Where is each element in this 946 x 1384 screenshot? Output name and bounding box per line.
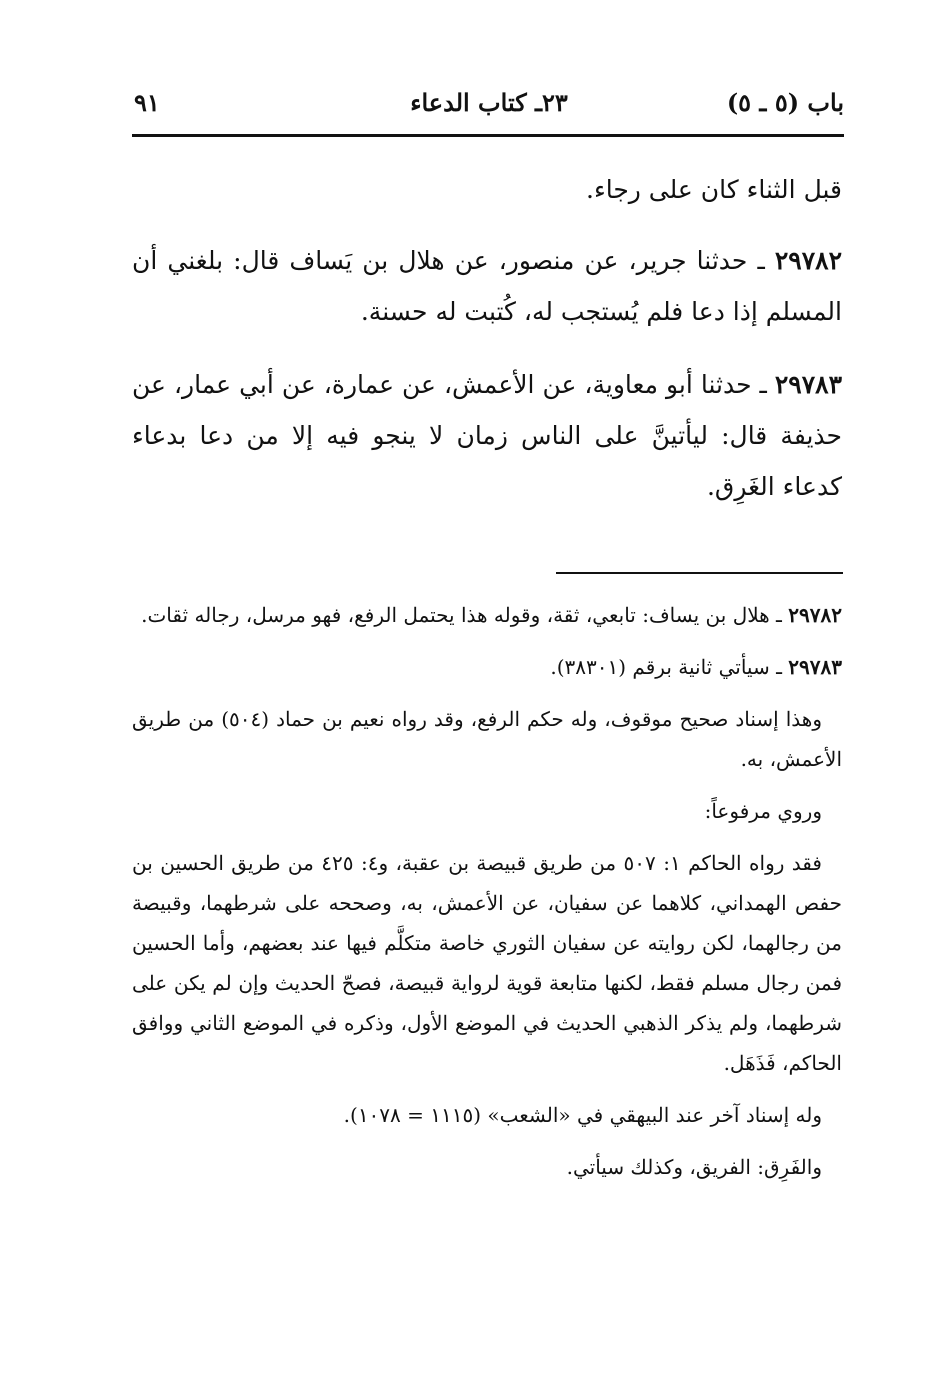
chapter-label: باب (٥ ـ ٥) [726,88,844,117]
hadith-paragraph [132,235,842,337]
book-title: ٢٣ـ كتاب الدعاء [410,88,568,117]
footnote-number: ٢٩٧٨٣ [788,655,842,679]
footnote-paragraph: وروي مرفوعاً: [704,799,822,823]
footnote-rule [556,572,843,574]
page-number: ٩١ [134,88,160,117]
footnote-paragraph: والفَرِق: الفريق، وكذلك سيأتي. [566,1155,822,1179]
hadith-text: ـ حدثنا جرير، عن منصور، عن هلال بن يَساف قال: بلغني أن المسلم إذا دعا فلم يُستجب له، كُتبت له حسنة. [132,246,842,326]
footnote-paragraph: فقد رواه الحاكم ١: ٥٠٧ من طريق قبيصة بن عقبة، و٤: ٤٢٥ من طريق الحسين بن حفص الهمداني، كلاهما عن سفيان، عن الأعمش، به، وصححه على شرطهما، وقبيصة من رجالهما، لكن روايته عن سفيان الثوري خاصة متكلَّم فيها عند بعضهم، وأما الحسين فمن رجال مسلم فقط، لكنها متابعة قوية لرواية قبيصة، فصحّ الحديث وإن لم يكن على شرطهما، ولم يذكر الذهبي الحديث في الموضع الأول، وذكره في الموضع الثاني ووافق الحاكم، فَذَهَل. [132,851,842,1075]
main-text [132,164,842,534]
hadith-number: ٢٩٧٨٣ [774,370,842,399]
hadith-number: ٢٩٧٨٢ [774,246,842,275]
footnote-paragraph: وله إسناد آخر عند البيهقي في «الشعب» (١١١٥ = ١٠٧٨). [343,1103,822,1127]
page-header [132,88,846,128]
footnote-text: ـ هلال بن يساف: تابعي، ثقة، وقوله هذا يحتمل الرفع، فهو مرسل، رجاله ثقات. [141,603,789,627]
header-rule [132,134,844,137]
footnote-text: ـ سيأتي ثانية برقم (٣٨٣٠١). [550,655,789,679]
footnote-number: ٢٩٧٨٢ [788,603,842,627]
footnote-paragraph [132,595,842,635]
footnote-paragraph [132,647,842,687]
continuation-paragraph: قبل الثناء كان على رجاء. [586,175,842,204]
hadith-text: ـ حدثنا أبو معاوية، عن الأعمش، عن عمارة، عن أبي عمار، عن حذيفة قال: ليأتينَّ على الناس زمان لا ينجو فيه إلا من دعا بدعاء كدعاء الغَرِق. [132,370,842,501]
hadith-paragraph [132,359,842,512]
footnotes [132,595,842,1199]
footnote-paragraph: وهذا إسناد صحيح موقوف، وله حكم الرفع، وقد رواه نعيم بن حماد (٥٠٤) من طريق الأعمش، به. [132,707,842,771]
